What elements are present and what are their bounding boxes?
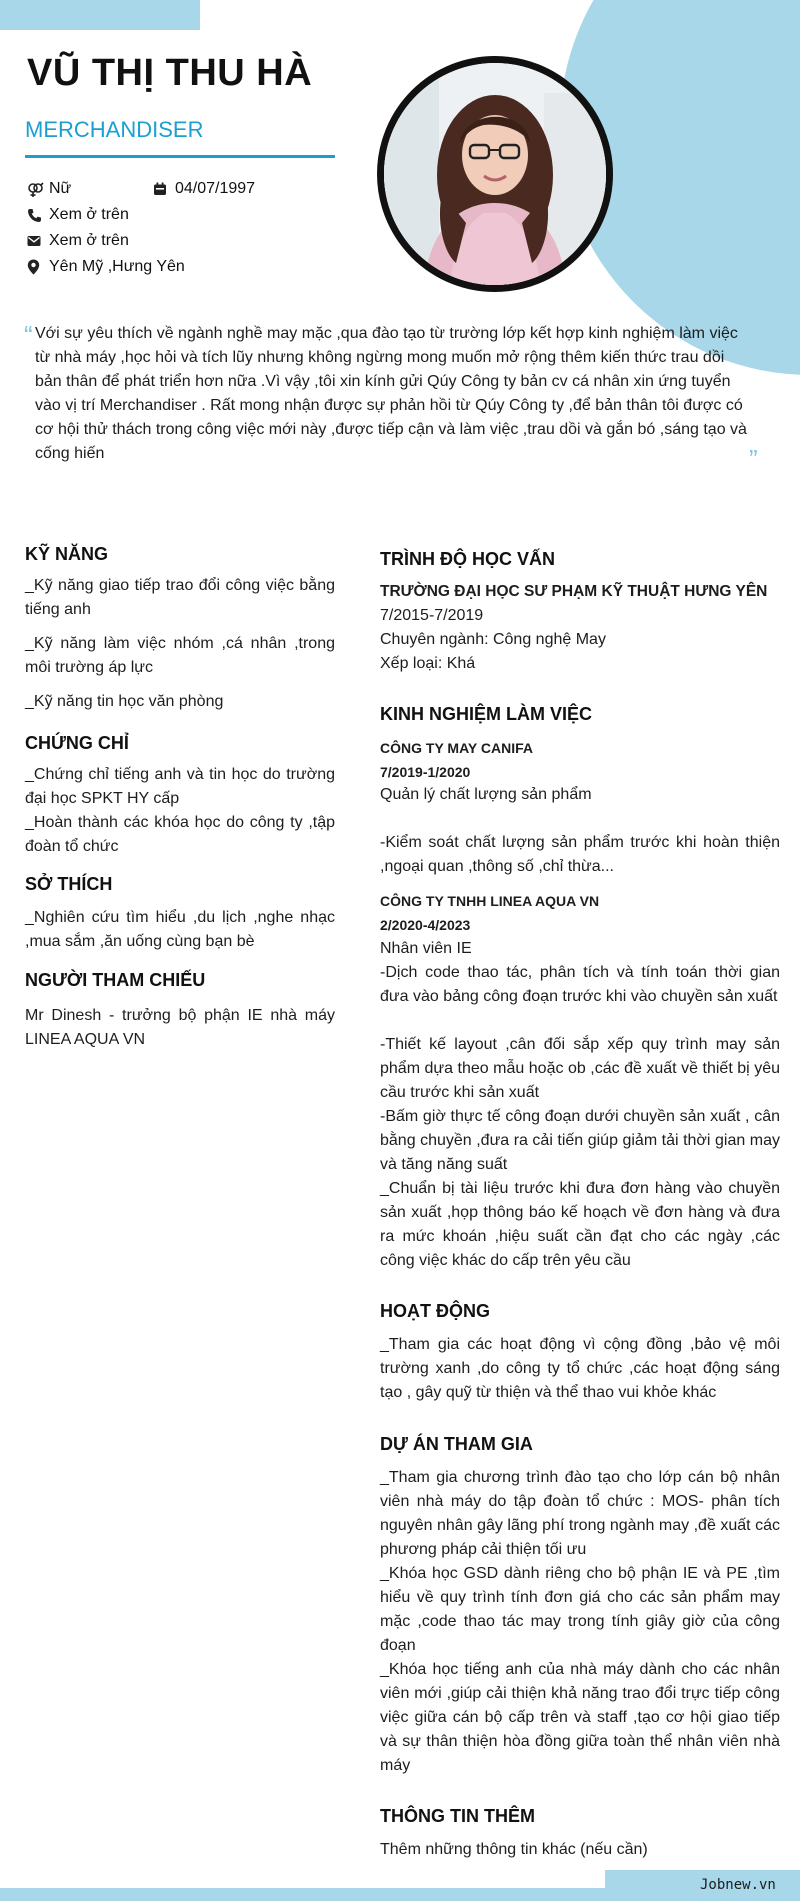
location-icon [27, 259, 49, 275]
top-decor-bar [0, 0, 200, 30]
skill-item: _Kỹ năng làm việc nhóm ,cá nhân ,trong môi trường áp lực [25, 635, 335, 676]
email-row [27, 232, 129, 250]
footer-brand[interactable]: Jobnew.vn [700, 1877, 776, 1893]
more-info-heading: THÔNG TIN THÊM [380, 1806, 535, 1826]
hobbies-heading: SỞ THÍCH [25, 874, 113, 894]
avatar-portrait [384, 63, 606, 285]
skills-heading: KỸ NĂNG [25, 544, 109, 564]
project-item: _Khóa học GSD dành riêng cho bộ phận IE và PE ,tìm hiểu về quy trình tính đơn giá cho các sản phẩm may mặc ,code thao tác may trong tính giây giờ của công đoạn [380, 1565, 780, 1654]
job-detail: -Thiết kế layout ,cân đối sắp xếp quy trình may sản phẩm dựa theo mẫu hoặc ob ,các đề xuất về thiết bị yêu cầu trước khi sản xuất [380, 1036, 780, 1101]
gender-icon [27, 181, 49, 198]
certificates-heading: CHỨNG CHỈ [25, 733, 129, 753]
candidate-name: VŨ THỊ THU HÀ [27, 52, 313, 94]
certificate-item: _Hoàn thành các khóa học do công ty ,tập đoàn tổ chức [25, 814, 335, 855]
job-company: CÔNG TY TNHH LINEA AQUA VN [380, 893, 600, 909]
job-detail: _Chuẩn bị tài liệu trước khi đưa đơn hàng vào chuyền sản xuất ,họp thông báo kế hoạch về đơn hàng và đưa ra mức khoán ,hiệu suất cần đạt cho các ngày ,các công việc khác do cấp trên yêu cầu [380, 1180, 780, 1269]
experience-heading: KINH NGHIỆM LÀM VIỆC [380, 704, 593, 724]
phone-icon [27, 208, 49, 223]
calendar-icon [153, 182, 175, 196]
education-grade: Xếp loại: Khá [380, 655, 476, 672]
job-detail: -Dịch code thao tác, phân tích và tính toán thời gian đưa vào bảng công đoạn trước khi vào chuyền sản xuất [380, 964, 780, 1005]
email-icon [27, 235, 49, 247]
hobbies-text: _Nghiên cứu tìm hiểu ,du lịch ,nghe nhạc ,mua sắm ,ăn uống cùng bạn bè [25, 909, 335, 950]
more-info-text: Thêm những thông tin khác (nếu cần) [380, 1841, 648, 1858]
job-period: 7/2019-1/2020 [380, 764, 471, 780]
address-row [27, 258, 185, 276]
title-underline [25, 155, 335, 158]
education-period: 7/2015-7/2019 [380, 607, 484, 624]
references-text: Mr Dinesh - trưởng bộ phận IE nhà máy LINEA AQUA VN [25, 1007, 335, 1048]
phone-value: Xem ở trên [49, 206, 129, 223]
education-school: TRƯỜNG ĐẠI HỌC SƯ PHẠM KỸ THUẬT HƯNG YÊN [380, 583, 768, 600]
career-summary: Với sự yêu thích về ngành nghề may mặc ,qua đào tạo từ trường lớp kết hợp kinh nghiệm làm việc từ nhà máy ,học hỏi và tích lũy nhưng không ngừng mong muốn mở rộng thêm kiến thức trau dồi bản thân để phát triển hơn nữa .Vì vậy ,tôi xin kính gửi Qúy Công ty bản cv cá nhân xin ứng tuyển vào vị trí Merchandiser . Rất mong nhận được sự phản hồi từ Qúy Công ty ,để bản thân tôi được có cơ hội thử thách trong công việc mới này ,được tiếp cận và làm việc ,trau dồi và gắn bó ,sáng tạo và cống hiến [35, 325, 747, 462]
projects-heading: DỰ ÁN THAM GIA [380, 1434, 533, 1454]
email-value: Xem ở trên [49, 232, 129, 249]
phone-row [27, 206, 129, 224]
education-major: Chuyên ngành: Công nghệ May [380, 631, 606, 648]
skill-item: _Kỹ năng giao tiếp trao đổi công việc bằng tiếng anh [25, 577, 335, 618]
skill-item: _Kỹ năng tin học văn phòng [25, 693, 224, 710]
job-period: 2/2020-4/2023 [380, 917, 471, 933]
gender-row [27, 180, 71, 198]
activities-text: _Tham gia các hoạt động vì cộng đồng ,bảo vệ môi trường xanh ,do công ty tổ chức ,các hoạt động sáng tạo , gây quỹ từ thiện và thể thao vui khỏe khác [380, 1336, 780, 1401]
quote-close-mark: ” [749, 444, 758, 474]
avatar [377, 56, 613, 292]
job-title: MERCHANDISER [25, 117, 204, 142]
quote-open-mark: “ [24, 320, 33, 350]
project-item: _Khóa học tiếng anh của nhà máy dành cho các nhân viên mới ,giúp cải thiện khả năng trao đổi trực tiếp công việc giữa cán bộ cấp trên và staff ,tạo cơ hội giao tiếp và sự thân thiện hòa đồng giữa toàn thể nhân viên nhà máy [380, 1661, 780, 1774]
project-item: _Tham gia chương trình đào tạo cho lớp cán bộ nhân viên nhà máy do tập đoàn tổ chức : MOS- phân tích nguyên nhân gây lãng phí trong ngành may ,đề xuất các phương pháp cải thiện tối ưu [380, 1469, 780, 1558]
job-detail: -Bấm giờ thực tế công đoạn dưới chuyền sản xuất , cân bằng chuyền ,đưa ra cải tiến giúp giảm tải thời gian may và tăng năng suất [380, 1108, 780, 1173]
job-company: CÔNG TY MAY CANIFA [380, 740, 533, 756]
activities-heading: HOẠT ĐỘNG [380, 1301, 490, 1321]
dob-row [153, 180, 255, 198]
dob-value: 04/07/1997 [175, 180, 256, 197]
job-role: Nhân viên IE [380, 940, 472, 957]
certificate-item: _Chứng chỉ tiếng anh và tin học do trường đại học SPKT HY cấp [25, 766, 335, 807]
references-heading: NGƯỜI THAM CHIẾU [25, 970, 206, 990]
job-detail: -Kiểm soát chất lượng sản phẩm trước khi hoàn thiện ,ngoại quan ,thông số ,chỉ thừa... [380, 834, 780, 875]
gender-value: Nữ [49, 180, 72, 197]
job-role: Quản lý chất lượng sản phẩm [380, 786, 592, 803]
address-value: Yên Mỹ ,Hưng Yên [49, 258, 185, 275]
education-heading: TRÌNH ĐỘ HỌC VẤN [380, 549, 555, 569]
